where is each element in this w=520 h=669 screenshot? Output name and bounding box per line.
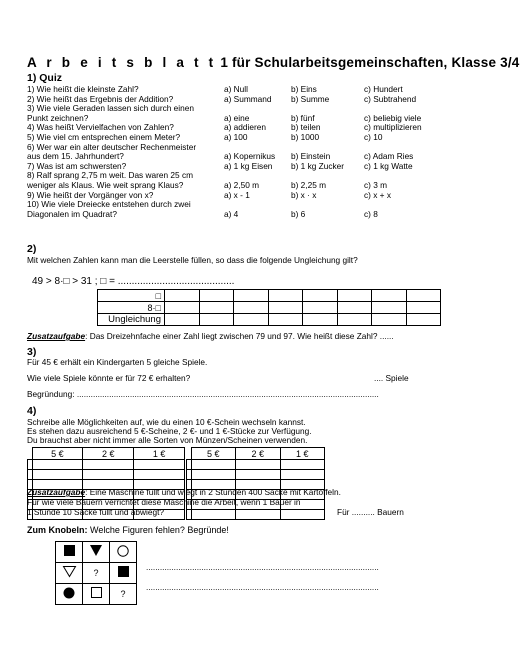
task2-text: Mit welchen Zahlen kann man die Leerstelle füllen, so dass die folgende Ungleichung gilt? (27, 255, 358, 265)
col-1-euro: 1 € (134, 448, 185, 460)
quiz-option-b: b) fünf (291, 112, 315, 123)
task3-answer: .... Spiele (374, 373, 409, 383)
quiz-option-c: c) beliebig viele (364, 112, 422, 123)
missing-figure: ? (83, 563, 110, 584)
task3-line1: Für 45 € erhält ein Kindergarten 5 gleiche Spiele. (27, 357, 208, 367)
col-5-euro: 5 € (191, 448, 236, 460)
quiz-option-c: c) x + x (364, 189, 391, 200)
quiz-row (27, 151, 447, 161)
figure-cell (110, 563, 137, 584)
col-5-euro: 5 € (32, 448, 83, 460)
quiz-option-b: b) 2,25 m (291, 180, 327, 190)
task2-heading: 2) (27, 243, 37, 255)
quiz-question: 9) Wie heißt der Vorgänger von x? (27, 189, 154, 200)
quiz-option-c: c) 3 m (364, 180, 388, 190)
col-2-euro: 2 € (83, 448, 134, 460)
quiz-question: weniger als Klaus. Wie weit sprang Klaus? (27, 180, 184, 190)
quiz-question: 5) Wie viel cm entsprechen einem Meter? (27, 132, 181, 142)
quiz-option-b: b) 6 (291, 208, 306, 219)
inequality-table (97, 289, 441, 326)
change-table-right (186, 447, 325, 520)
quiz-question: 1) Wie heißt die kleinste Zahl? (27, 84, 139, 94)
figure-cell (83, 542, 110, 563)
quiz-row (27, 94, 447, 104)
quiz-option-a: a) x - 1 (224, 189, 250, 200)
task2-zusatz: Zusatzaufgabe: Das Dreizehnfache einer Zahl liegt zwischen 79 und 97. Wie heißt diese Zahl? ...... (27, 331, 394, 341)
quiz-option-a: a) Kopernikus (224, 151, 276, 162)
quiz-option-a: a) Summand (224, 93, 272, 104)
figure-cell (56, 584, 83, 605)
quiz-option-b: b) Summe (291, 93, 330, 104)
figure-cell (110, 542, 137, 563)
quiz-row (27, 132, 447, 142)
square-outline-icon (91, 587, 102, 598)
quiz-question: aus dem 15. Jahrhundert? (27, 151, 124, 162)
quiz-row (27, 142, 447, 152)
quiz-option-b: b) x · x (291, 189, 317, 200)
answer-line: ..................................................................................................... (146, 582, 379, 592)
quiz-question: 4) Was heißt Vervielfachen von Zahlen? (27, 122, 174, 133)
filled-circle-icon (63, 587, 75, 599)
worksheet-title: A r b e i t s b l a t t 1 für Schularbeitsgemeinschaften, Klasse 3/4 (27, 55, 520, 70)
quiz-row (27, 180, 447, 190)
quiz-option-b: b) teilen (291, 122, 321, 133)
task3-line2: Wie viele Spiele könnte er für 72 € erhalten? (27, 373, 191, 383)
quiz-question: 10) Wie viele Dreiecke entstehen durch zwei (27, 199, 191, 210)
quiz-row (27, 190, 447, 200)
cell-8box: 8·□ (98, 302, 165, 314)
filled-square-icon (64, 545, 75, 556)
quiz-option-b: b) Eins (291, 84, 317, 94)
quiz-option-b: b) 1 kg Zucker (291, 160, 345, 171)
quiz-question: 2) Wie heißt das Ergebnis der Addition? (27, 93, 174, 104)
triangle-down-outline-icon (63, 566, 76, 577)
filled-triangle-down-icon (90, 545, 102, 556)
figure-cell (56, 563, 83, 584)
quiz-option-b: b) Einstein (291, 151, 331, 162)
task3-begruendung: Begründung: ................................................................................................................................... (27, 389, 379, 399)
quiz-option-a: a) addieren (224, 122, 266, 133)
task3-heading: 3) (27, 346, 37, 358)
knobeln-heading: Zum Knobeln: Welche Figuren fehlen? Begründe! (27, 525, 229, 535)
quiz-row (27, 199, 447, 209)
col-1-euro: 1 € (280, 448, 325, 460)
quiz-row (27, 103, 447, 113)
quiz-question: 8) Ralf sprang 2,75 m weit. Das waren 25 cm (27, 170, 194, 181)
quiz-option-a: a) 1 kg Eisen (224, 160, 273, 171)
figure-grid (55, 541, 137, 605)
quiz-option-a: a) Null (224, 84, 248, 94)
inequality: 49 > 8·□ > 31 ; □ = .......................................... (32, 276, 235, 287)
figure-cell (83, 584, 110, 605)
quiz-question: Punkt zeichnen? (27, 112, 89, 123)
quiz-row (27, 209, 447, 219)
figure-cell (56, 542, 83, 563)
quiz-option-c: c) 8 (364, 208, 378, 219)
quiz-question: 3) Wie viele Geraden lassen sich durch einen (27, 103, 194, 114)
quiz-heading: 1) Quiz (27, 72, 63, 84)
task4-z3: 1 Stunde 10 Säcke füllt und abwiegt? (27, 507, 164, 517)
quiz-option-c: c) 1 kg Watte (364, 160, 413, 171)
task4-z2: Für wie viele Bauern verrichtet diese Maschine die Arbeit, wenn 1 Bauer in (27, 497, 301, 507)
quiz-option-c: c) Subtrahend (364, 93, 417, 104)
quiz-option-b: b) 1000 (291, 132, 320, 142)
quiz-row (27, 161, 447, 171)
task4-heading: 4) (27, 405, 37, 417)
quiz-row (27, 84, 447, 94)
quiz-option-a: a) 2,50 m (224, 180, 260, 190)
cell-ungleichung: Ungleichung (98, 314, 165, 326)
filled-square-icon (118, 566, 129, 577)
quiz-row (27, 113, 447, 123)
circle-outline-icon (117, 545, 129, 557)
quiz-option-c: c) Adam Ries (364, 151, 414, 162)
task4-line2: Es stehen dazu ausreichend 5 €-Scheine, 2 €- und 1 €-Stücke zur Verfügung. (27, 426, 312, 436)
quiz-row (27, 122, 447, 132)
answer-line: ..................................................................................................... (146, 562, 379, 572)
quiz-option-a: a) 4 (224, 208, 239, 219)
task4-line1: Schreibe alle Möglichkeiten auf, wie du einen 10 €-Schein wechseln kannst. (27, 417, 306, 427)
col-2-euro: 2 € (236, 448, 281, 460)
quiz-row (27, 170, 447, 180)
task4-zusatz: Zusatzaufgabe: Eine Maschine füllt und wiegt in 2 Stunden 400 Säcke mit Kartoffeln. (27, 487, 341, 497)
task4-line3: Du brauchst aber nicht immer alle Sorten von Münzen/Scheinen verwenden. (27, 435, 308, 445)
quiz-option-a: a) 100 (224, 132, 248, 142)
quiz-question: 6) Wer war ein alter deutscher Rechenmeister (27, 141, 197, 152)
quiz-option-c: c) 10 (364, 132, 383, 142)
quiz-option-a: a) eine (224, 112, 250, 123)
missing-figure: ? (110, 584, 137, 605)
quiz-option-c: c) multiplizieren (364, 122, 422, 133)
cell-box: □ (98, 290, 165, 302)
task4-answer: Für .......... Bauern (337, 507, 404, 517)
quiz-option-c: c) Hundert (364, 84, 403, 94)
quiz-question: Diagonalen im Quadrat? (27, 208, 117, 219)
quiz-question: 7) Was ist am schwersten? (27, 160, 127, 171)
